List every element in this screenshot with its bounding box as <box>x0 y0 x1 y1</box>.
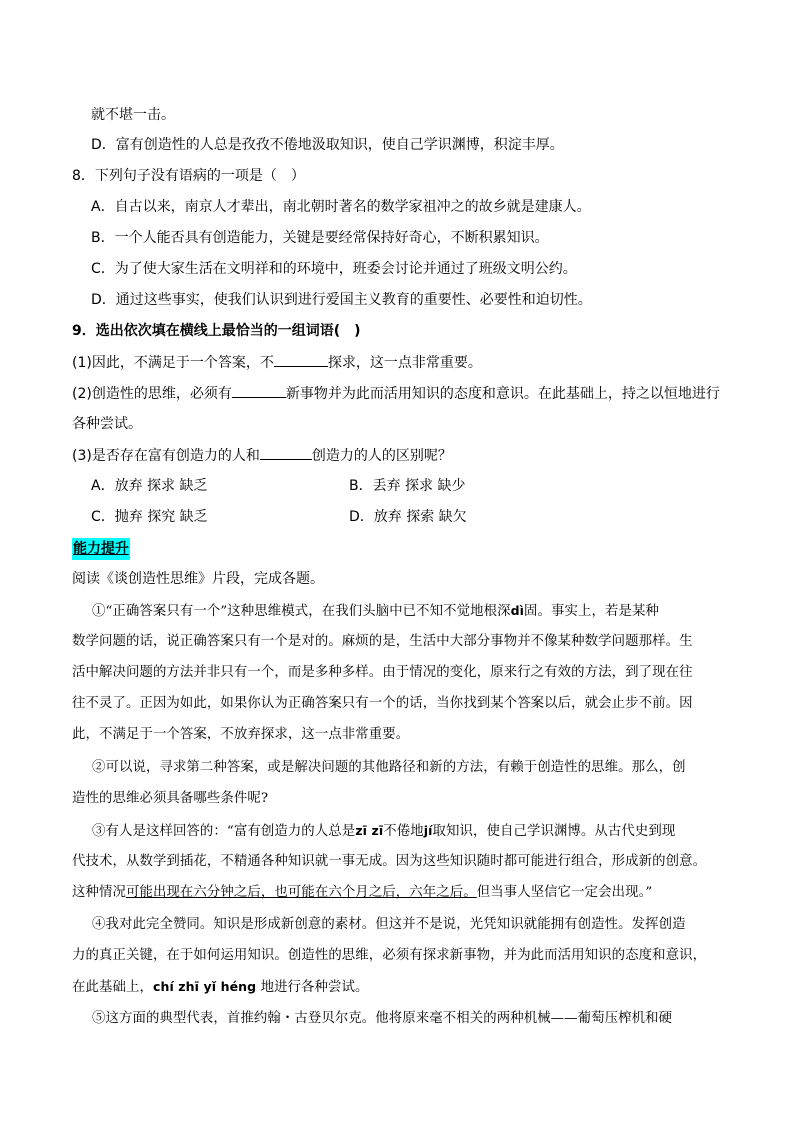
blank-line <box>274 352 328 367</box>
fill-text: 新事物并为此而活用知识的态度和意识。在此基础上，持之以恒地进行 <box>285 386 720 402</box>
fill-line-1 <box>72 352 482 373</box>
fill-text: (1)因此，不满足于一个答案，不 <box>72 355 274 371</box>
passage-line <box>72 977 369 998</box>
fill-text: 创造力的人的区别呢？ <box>311 448 452 464</box>
passage-text: 在此基础上， <box>72 980 153 995</box>
passage-line: 造性的思维必须具备哪些条件呢? <box>72 791 269 806</box>
underlined-sentence: 可能出现在六分钟之后，也可能在六个月之后，六年之后。 <box>125 885 477 900</box>
passage-line: ④我对此完全赞同。知识是形成新创意的素材。但这并不是说，光凭知识就能拥有创造性。发挥创造 <box>92 917 686 932</box>
fill-text: (2)创造性的思维，必须有 <box>72 386 232 402</box>
passage-text: 固。事实上，若是某种 <box>524 604 659 619</box>
passage-line: ⑤这方面的典型代表，首推约翰・古登贝尔克。他将原来毫不相关的两种机械——葡萄压榨机和硬 <box>92 1011 673 1026</box>
passage-line: 力的真正关键，在于如何运用知识。创造性的思维，必须有探求新事物，并为此而活用知识的态度和意识， <box>72 948 707 963</box>
question-8: 8．下列句子没有语病的一项是（ ） <box>72 168 305 184</box>
passage-text: 这种情况 <box>72 885 126 900</box>
passage-line <box>92 821 675 842</box>
passage-line <box>92 601 659 622</box>
option-line: C．为了使大家生活在文明祥和的环境中，班委会讨论并通过了班级文明公约。 <box>91 261 577 277</box>
answer-option-d: D．放弃 探索 缺欠 <box>349 509 467 525</box>
text-line: 各种尝试。 <box>72 416 142 432</box>
option-line: A．自古以来，南京人才辈出，南北朝时著名的数学家祖冲之的故乡就是建康人。 <box>91 199 591 215</box>
reading-intro: 阅读《谈创造性思维》片段，完成各题。 <box>72 571 324 587</box>
passage-text: 但当事人坚信它一定会出现。” <box>476 885 653 900</box>
fill-line-2 <box>72 383 720 404</box>
answer-option-a: A．放弃 探求 缺乏 <box>91 478 208 494</box>
fill-text: (3)是否存在富有创造力的人和 <box>72 448 260 464</box>
fill-text: 探求，这一点非常重要。 <box>327 355 482 371</box>
passage-line <box>72 883 652 903</box>
passage-text: 地进行各种尝试。 <box>256 980 369 995</box>
section-heading-text: 能力提升 <box>73 541 129 557</box>
passage-text: 取知识，使自己学识渊博。从古代史到现 <box>432 824 676 839</box>
text-line: 就不堪一击。 <box>91 107 175 123</box>
passage-line: 代技术，从数学到插花，不精通各种知识就一事无成。因为这些知识随时都可能进行组合，形成新的创意。 <box>72 854 707 869</box>
passage-line: 此，不满足于一个答案，不放弃探求，这一点非常重要。 <box>72 727 410 742</box>
passage-line: 数学问题的话，说正确答案只有一个是对的。麻烦的是，生活中大部分事物并不像某种数学问题那样。生 <box>72 634 693 649</box>
option-line: B．一个人能否具有创造能力，关键是要经常保持好奇心，不断积累知识。 <box>91 230 549 246</box>
passage-line: 往不灵了。正因为如此，如果你认为正确答案只有一个的话，当你找到某个答案以后，就会止步不前。因 <box>72 696 693 711</box>
fill-line-3 <box>72 445 452 466</box>
section-heading <box>72 538 130 560</box>
passage-text: 不倦地 <box>383 824 424 839</box>
answer-option-b: B．丢弃 探求 缺少 <box>349 478 466 494</box>
pinyin: jí <box>423 823 433 838</box>
pinyin: zī zī <box>355 823 384 838</box>
blank-line <box>232 383 286 398</box>
pinyin: dì <box>510 603 525 618</box>
pinyin: chí zhī yǐ héng <box>152 979 257 994</box>
option-line: D．富有创造性的人总是孜孜不倦地汲取知识，使自己学识渊博，积淀丰厚。 <box>91 137 564 153</box>
option-line: D．通过这些事实，使我们认识到进行爱国主义教育的重要性、必要性和迫切性。 <box>91 292 592 308</box>
answer-option-c: C．抛弃 探究 缺乏 <box>91 509 208 525</box>
passage-text: ①“正确答案只有一个”这种思维模式，在我们头脑中已不知不觉地根深 <box>92 604 511 619</box>
blank-line <box>260 445 312 460</box>
question-9: 9．选出依次填在横线上最恰当的一组词语( ) <box>72 323 361 339</box>
passage-text: ③有人是这样回答的：“富有创造力的人总是 <box>92 824 356 839</box>
passage-line: ②可以说，寻求第二种答案，或是解决问题的其他路径和新的方法，有赖于创造性的思维。那么，创 <box>92 760 686 775</box>
passage-line: 活中解决问题的方法并非只有一个，而是多种多样。由于情况的变化，原来行之有效的方法，到了现在往 <box>72 665 693 680</box>
